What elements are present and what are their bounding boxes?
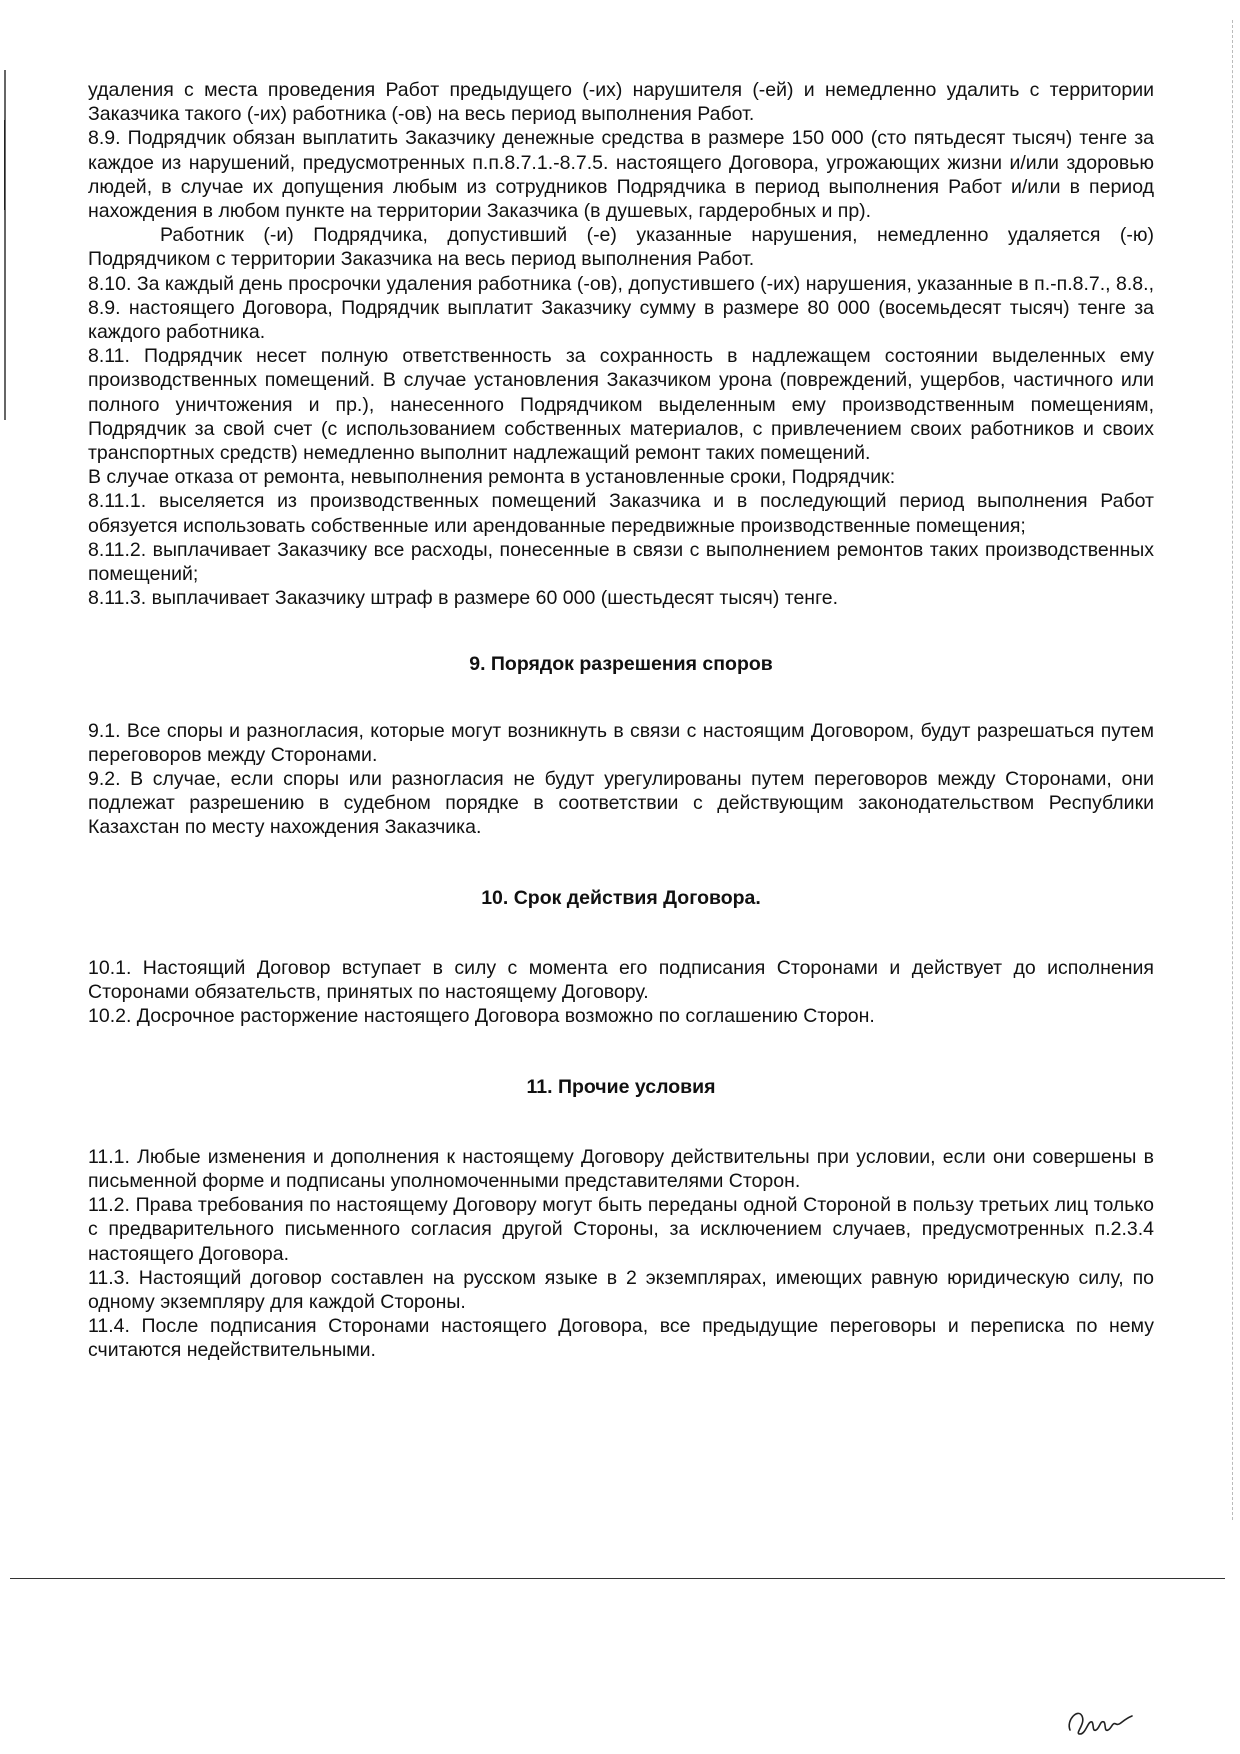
section-10-heading: 10. Срок действия Договора. — [481, 886, 761, 909]
paragraph-11-2: 11.2. Права требования по настоящему Договору могут быть переданы одной Стороной в пользу третьих лиц только с предварительного письменного согласия другой Стороны, за исключением случаев, предусмотренных п.2.3.4 настоящего Договора. — [88, 1194, 1154, 1265]
paragraph-9-1: 9.1. Все споры и разногласия, которые могут возникнуть в связи с настоящим Договором, будут разрешаться путем переговоров между Сторонами. — [88, 719, 1154, 766]
paragraph-10-1: 10.1. Настоящий Договор вступает в силу с момента его подписания Сторонами и действует до исполнения Сторонами обязательств, принятых по настоящему Договору. — [88, 956, 1154, 1004]
paragraph-8-11-refusal: В случае отказа от ремонта, невыполнения ремонта в установленные сроки, Подрядчик: — [88, 466, 896, 489]
page-end-line — [10, 1578, 1225, 1579]
left-margin-scan-mark-dark — [4, 120, 5, 210]
right-margin-scan-mark — [1232, 20, 1234, 1520]
paragraph-8-9: 8.9. Подрядчик обязан выплатить Заказчику денежные средства в размере 150 000 (сто пятьдесят тысяч) тенге за каждое из нарушений, предусмотренных п.п.8.7.1.-8.7.5. настоящего Договора, угрожающих жизни и/или здоровью людей, в случае их допущения любым из сотрудников Подрядчика в период выполнения Работ и/или в период нахождения в любом пункте на территории Заказчика (в душевых, гардеробных и пр). — [88, 127, 1154, 223]
paragraph-8-11-2: 8.11.2. выплачивает Заказчику все расходы, понесенные в связи с выполнением ремонтов таких производственных помещений; — [88, 538, 1154, 586]
section-9-heading: 9. Порядок разрешения споров — [469, 653, 773, 676]
paragraph-9-2: 9.2. В случае, если споры или разногласия не будут урегулированы путем переговоров между Сторонами, они подлежат разрешению в судебном порядке в соответствии с действующим законодательством Республики Казахстан по месту нахождения Заказчика. — [88, 768, 1154, 839]
section-11-heading: 11. Прочие условия — [526, 1075, 716, 1098]
paragraph-8-8-continuation: удаления с места проведения Работ предыдущего (-их) нарушителя (-ей) и немедленно удалить с территории Заказчика такого (-их) работника (-ов) на весь период выполнения Работ. — [88, 79, 1154, 126]
paragraph-8-9-worker-removal: Работник (-и) Подрядчика, допустивший (-е) указанные нарушения, немедленно удаляется (-ю) Подрядчиком с территории Заказчика на весь период выполнения Работ. — [88, 224, 1154, 271]
paragraph-11-4: 11.4. После подписания Сторонами настоящего Договора, все предыдущие переговоры и переписка по нему считаются недействительными. — [88, 1315, 1154, 1362]
initials-signature — [1060, 1690, 1140, 1740]
paragraph-8-10: 8.10. За каждый день просрочки удаления работника (-ов), допустившего (-их) нарушения, указанные в п.-п.8.7., 8.8., 8.9. настоящего Договора, Подрядчик выплатит Заказчику сумму в размере 80 000 (восемьдесят тысяч) тенге за каждого работника. — [88, 272, 1154, 344]
document-page — [88, 78, 1154, 1363]
paragraph-8-11-3: 8.11.3. выплачивает Заказчику штраф в размере 60 000 (шестьдесят тысяч) тенге. — [88, 587, 839, 610]
paragraph-8-11: 8.11. Подрядчик несет полную ответственность за сохранность в надлежащем состоянии выделенных ему производственных помещений. В случае установления Заказчиком урона (повреждений, ущербов, частичного или полного уничтожения и пр.), нанесенного Подрядчиком выделенным ему производственным помещениям, Подрядчик за свой счет (с использованием собственных материалов, с привлечением своих работников и своих транспортных средств) немедленно выполнит надлежащий ремонт таких помещений. — [88, 345, 1154, 465]
paragraph-10-2: 10.2. Досрочное расторжение настоящего Договора возможно по соглашению Сторон. — [88, 1005, 875, 1028]
paragraph-11-3: 11.3. Настоящий договор составлен на русском языке в 2 экземплярах, имеющих равную юридическую силу, по одному экземпляру для каждой Стороны. — [88, 1266, 1154, 1313]
paragraph-11-1: 11.1. Любые изменения и дополнения к настоящему Договору действительны при условии, если они совершены в письменной форме и подписаны уполномоченными представителями Сторон. — [88, 1145, 1154, 1192]
paragraph-8-11-1: 8.11.1. выселяется из производственных помещений Заказчика и в последующий период выполнения Работ обязуется использовать собственные или арендованные передвижные производственные помещения; — [88, 490, 1154, 537]
